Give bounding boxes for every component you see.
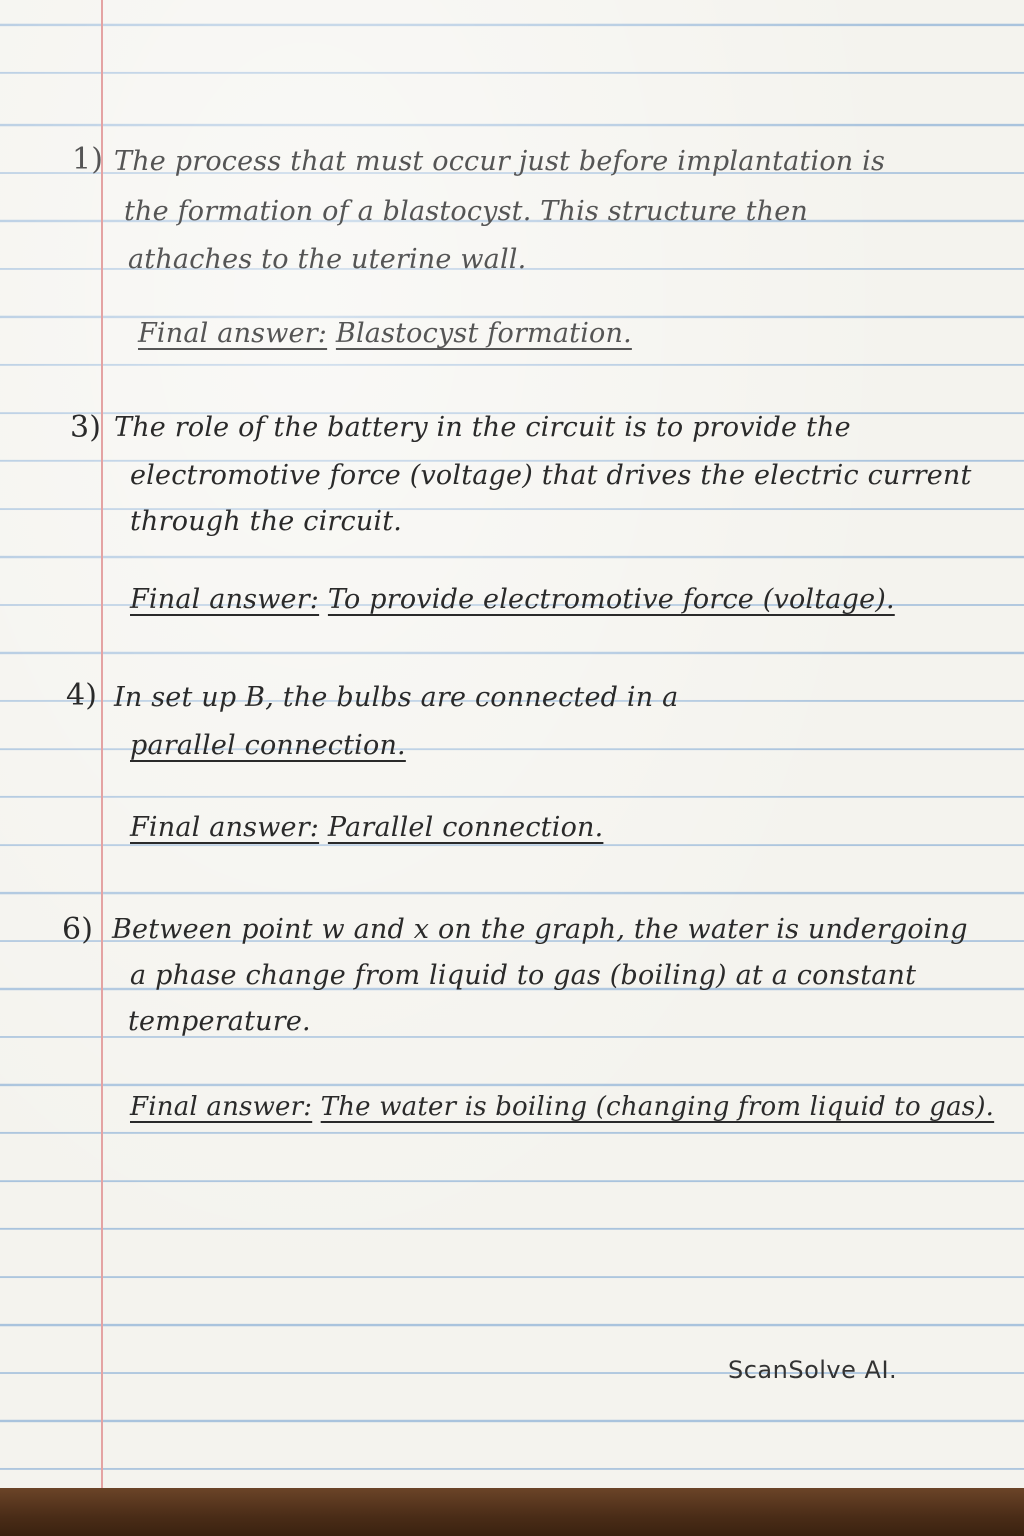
answer-line: the formation of a blastocyst. This structure then xyxy=(124,196,809,227)
final-answer xyxy=(130,584,895,615)
answer-line: a phase change from liquid to gas (boiling) at a constant xyxy=(130,960,917,991)
final-answer xyxy=(138,318,632,349)
final-answer-label: Final answer: xyxy=(130,584,320,615)
scansolve-watermark: ScanSolve AI. xyxy=(728,1356,898,1384)
margin-line xyxy=(101,0,103,1492)
answer-line: electromotive force (voltage) that drives the electric current xyxy=(130,460,972,491)
answer-line: In set up B, the bulbs are connected in a xyxy=(114,682,679,713)
answer-line: through the circuit. xyxy=(130,506,403,537)
wooden-desk xyxy=(0,1488,1024,1536)
answer-line: The process that must occur just before implantation is xyxy=(114,146,886,177)
final-answer-text: The water is boiling (changing from liquid to gas). xyxy=(320,1092,995,1122)
final-answer-text: Blastocyst formation. xyxy=(335,318,632,349)
final-answer-label: Final answer: xyxy=(130,1092,313,1122)
answer-line: athaches to the uterine wall. xyxy=(128,244,527,275)
question-number: 1) xyxy=(72,142,104,177)
final-answer-label: Final answer: xyxy=(130,812,320,843)
final-answer xyxy=(130,812,603,843)
final-answer-text: To provide electromotive force (voltage). xyxy=(327,584,895,615)
final-answer xyxy=(130,1092,994,1122)
answer-line: Between point w and x on the graph, the water is undergoing xyxy=(112,914,968,945)
answer-line: temperature. xyxy=(128,1006,311,1037)
answer-line: The role of the battery in the circuit is to provide the xyxy=(114,412,851,443)
question-number: 3) xyxy=(70,410,102,445)
answer-line: parallel connection. xyxy=(130,730,406,761)
final-answer-text: Parallel connection. xyxy=(327,812,604,843)
final-answer-label: Final answer: xyxy=(138,318,328,349)
question-number: 6) xyxy=(62,912,94,947)
question-number: 4) xyxy=(66,678,98,713)
